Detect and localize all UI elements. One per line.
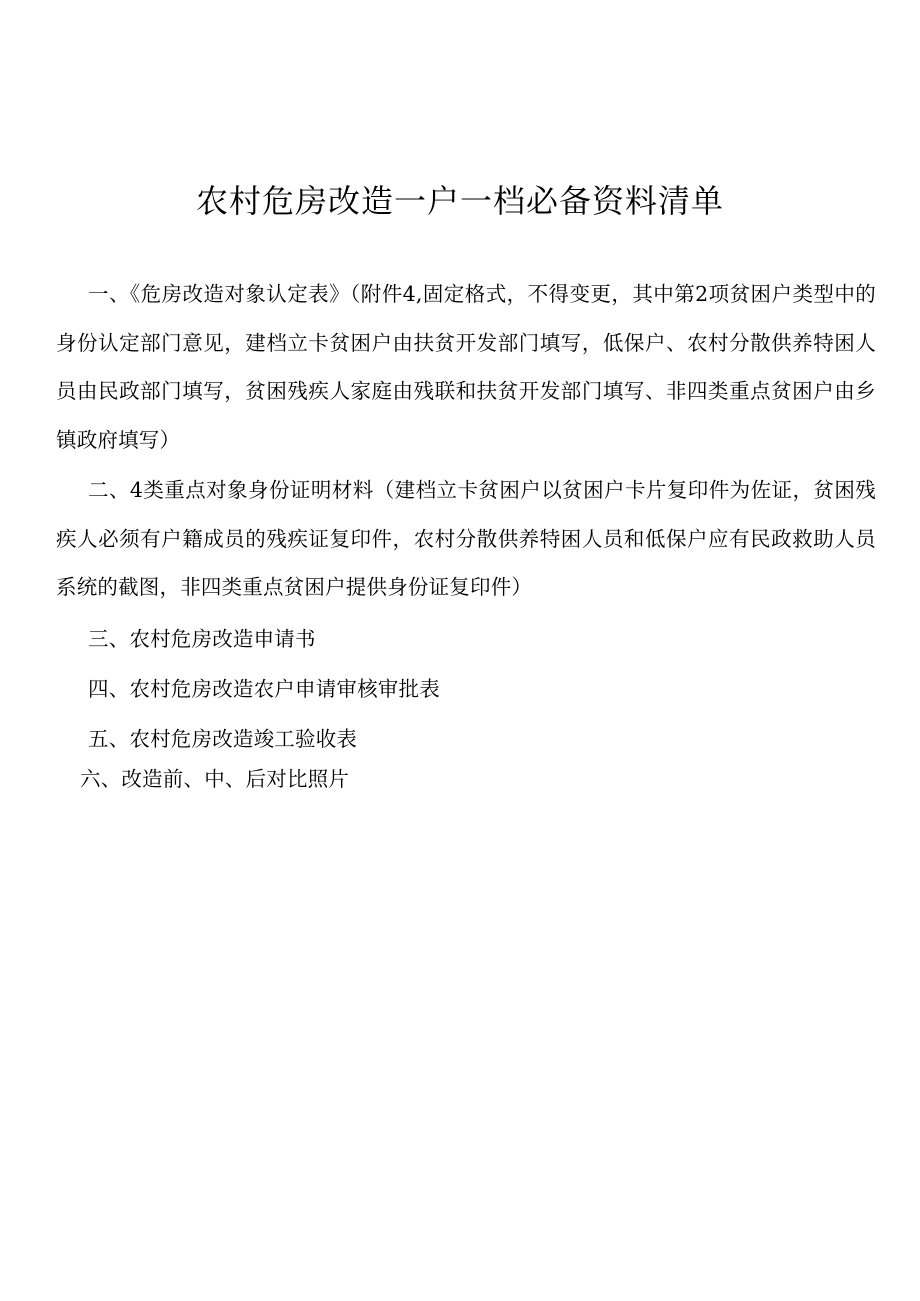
list-item-4: 四、农村危房改造农户申请审核审批表 <box>88 677 440 701</box>
list-item-3: 三、农村危房改造申请书 <box>88 627 316 651</box>
list-item-2: 二、4类重点对象身份证明材料（建档立卡贫困户以贫困户卡片复印件为佐证，贫困残疾人必须有户籍成员的残疾证复印件，农村分散供养特困人员和低保户应有民政救助人员系统的截图，非四类重点贫困户提供身份证复印件） <box>56 478 876 599</box>
document-title: 农村危房改造一户一档必备资料清单 <box>195 182 724 220</box>
list-item-6: 六、改造前、中、后对比照片 <box>80 767 350 791</box>
list-item-5: 五、农村危房改造竣工验收表 <box>88 727 358 751</box>
list-item-1: 一、《危房改造对象认定表》（附件4,固定格式，不得变更，其中第2项贫困户类型中的身份认定部门意见，建档立卡贫困户由扶贫开发部门填写，低保户、农村分散供养特困人员由民政部门填写，贫困残疾人家庭由残联和扶贫开发部门填写、非四类重点贫困户由乡镇政府填写） <box>56 282 876 452</box>
